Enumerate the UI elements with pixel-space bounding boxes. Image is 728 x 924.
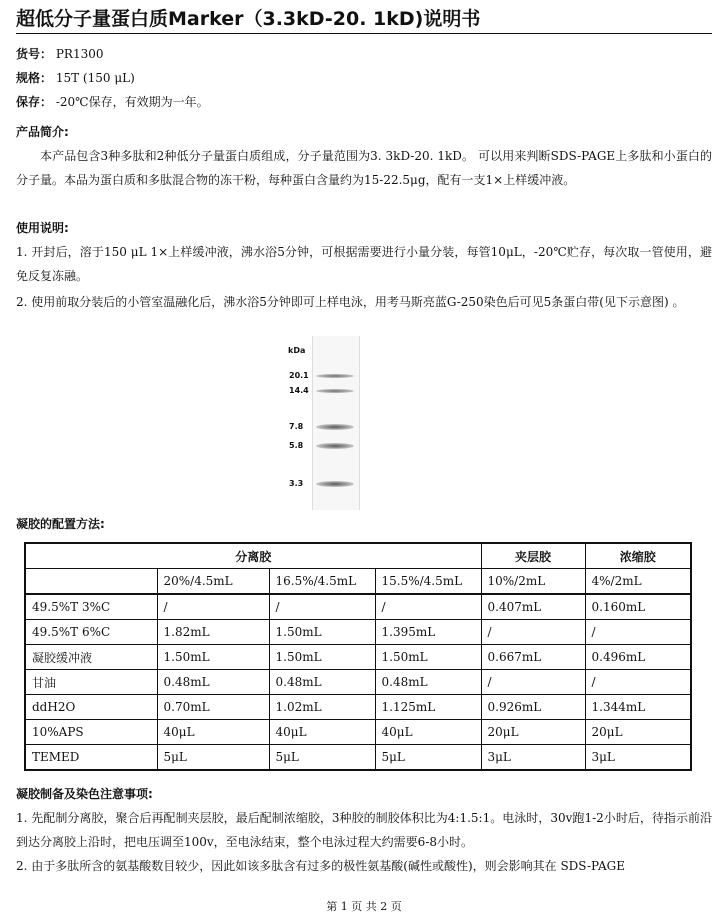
catalog-line [16,46,104,62]
row-label-cell: 10%APS [25,720,157,745]
value-cell: / [269,594,375,620]
value-cell: 20μL [481,720,585,745]
note-1: 1. 先配制分离胶，聚合后再配制夹层胶，最后配制浓缩胶，3种胶的制胶体积比为4:1.5:1。电泳时，30v跑1-2小时后，待指示前沿到达分离胶上沿时，把电压调至100v，至电泳结束，整个电泳过程大约需要6-8小时。 [16,811,712,849]
value-cell: 1.50mL [375,645,481,670]
value-cell: 40μL [375,720,481,745]
usage-heading: 使用说明: [16,221,69,235]
row-label-cell: 49.5%T 3%C [25,594,157,620]
value-cell: 40μL [157,720,269,745]
value-cell: 0.160mL [585,594,691,620]
table-row [25,620,691,645]
table-group-header-row [25,543,691,569]
value-cell: 1.125mL [375,695,481,720]
header-stacking-gel: 浓缩胶 [585,543,691,569]
table-row [25,695,691,720]
value-cell: / [585,670,691,695]
value-cell: 0.70mL [157,695,269,720]
storage-value: -20℃保存，有效期为一年。 [55,95,209,109]
storage-line [16,94,209,110]
usage-step-2: 2. 使用前取分装后的小管室温融化后，沸水浴5分钟即可上样电泳，用考马斯亮蓝G-250染色后可见5条蛋白带(见下示意图) 。 [16,295,685,309]
value-cell: 1.50mL [269,645,375,670]
value-cell: 0.926mL [481,695,585,720]
doc-title: 超低分子量蛋白质Marker（3.3kD-20. 1kD)说明书 [16,8,481,30]
value-cell: 1.344mL [585,695,691,720]
value-cell: / [481,620,585,645]
table-subheader-row [25,569,691,595]
spec-label: 规格： [16,71,53,85]
spec-value: 15T (150 μL) [55,71,135,85]
header-separating-gel: 分离胶 [25,543,481,569]
value-cell: 40μL [269,720,375,745]
storage-label: 保存： [16,95,53,109]
gel-band [316,374,354,378]
note-2: 2. 由于多肽所含的氨基酸数目较少，因此如该多肽含有过多的极性氨基酸(碱性或酸性)，则会影响其在 SDS-PAGE [16,859,625,873]
gel-unit-label: kDa [288,346,306,355]
value-cell: 0.496mL [585,645,691,670]
table-row [25,745,691,771]
catalog-label: 货号： [16,47,53,61]
usage-step-1: 1. 开封后，溶于150 μL 1×上样缓冲液，沸水浴5分钟，可根据需要进行小量分装，每管10μL，-20℃贮存，每次取一管使用，避免反复冻融。 [16,245,712,283]
subheader-cell: 15.5%/4.5mL [375,569,481,595]
gel-marker-label: 20.1 [289,371,309,380]
value-cell: 20μL [585,720,691,745]
value-cell: 0.48mL [157,670,269,695]
value-cell: / [375,594,481,620]
row-label-cell: 甘油 [25,670,157,695]
value-cell: 0.667mL [481,645,585,670]
value-cell: / [585,620,691,645]
gel-marker-label: 14.4 [289,386,309,396]
value-cell: 0.48mL [269,670,375,695]
value-cell: 1.02mL [269,695,375,720]
gel-recipe-table [24,542,692,771]
subheader-cell: 16.5%/4.5mL [269,569,375,595]
row-label-cell: 49.5%T 6%C [25,620,157,645]
table-row [25,645,691,670]
value-cell: 5μL [269,745,375,771]
table-row [25,720,691,745]
row-label-cell: TEMED [25,745,157,771]
gel-table-heading: 凝胶的配置方法: [16,517,105,531]
intro-text: 本产品包含3种多肽和2种低分子量蛋白质组成，分子量范围为3. 3kD-20. 1kD。 可以用来判断SDS-PAGE上多肽和小蛋白的分子量。本品为蛋白质和多肽混合物的冻干粉，每种蛋白含量约为15-22.5μg，配有一支1×上样缓冲液。 [16,149,712,187]
gel-marker-label: 5.8 [289,441,304,451]
catalog-value: PR1300 [55,47,104,61]
table-row [25,594,691,620]
header-interlayer-gel: 夹层胶 [481,543,585,569]
row-label-cell: ddH2O [25,695,157,720]
value-cell: / [157,594,269,620]
table-row [25,670,691,695]
page-footer: 第 1 页 共 2 页 [326,900,402,913]
value-cell: 1.395mL [375,620,481,645]
gel-band [316,481,354,487]
value-cell: 5μL [375,745,481,771]
subheader-cell: 4%/2mL [585,569,691,595]
value-cell: 3μL [585,745,691,771]
value-cell: 5μL [157,745,269,771]
gel-marker-label: 7.8 [289,422,304,432]
value-cell: 0.407mL [481,594,585,620]
intro-heading: 产品简介: [16,125,69,139]
table-body [25,594,691,770]
value-cell: 1.50mL [157,645,269,670]
row-label-cell: 凝胶缓冲液 [25,645,157,670]
subheader-cell: 10%/2mL [481,569,585,595]
title-rule [16,33,712,34]
subheader-cell: 20%/4.5mL [157,569,269,595]
value-cell: 1.50mL [269,620,375,645]
value-cell: / [481,670,585,695]
spec-line [16,70,135,86]
subheader-cell [25,569,157,595]
value-cell: 0.48mL [375,670,481,695]
notes-heading: 凝胶制备及染色注意事项: [16,787,153,801]
value-cell: 3μL [481,745,585,771]
value-cell: 1.82mL [157,620,269,645]
gel-marker-label: 3.3 [289,479,304,488]
